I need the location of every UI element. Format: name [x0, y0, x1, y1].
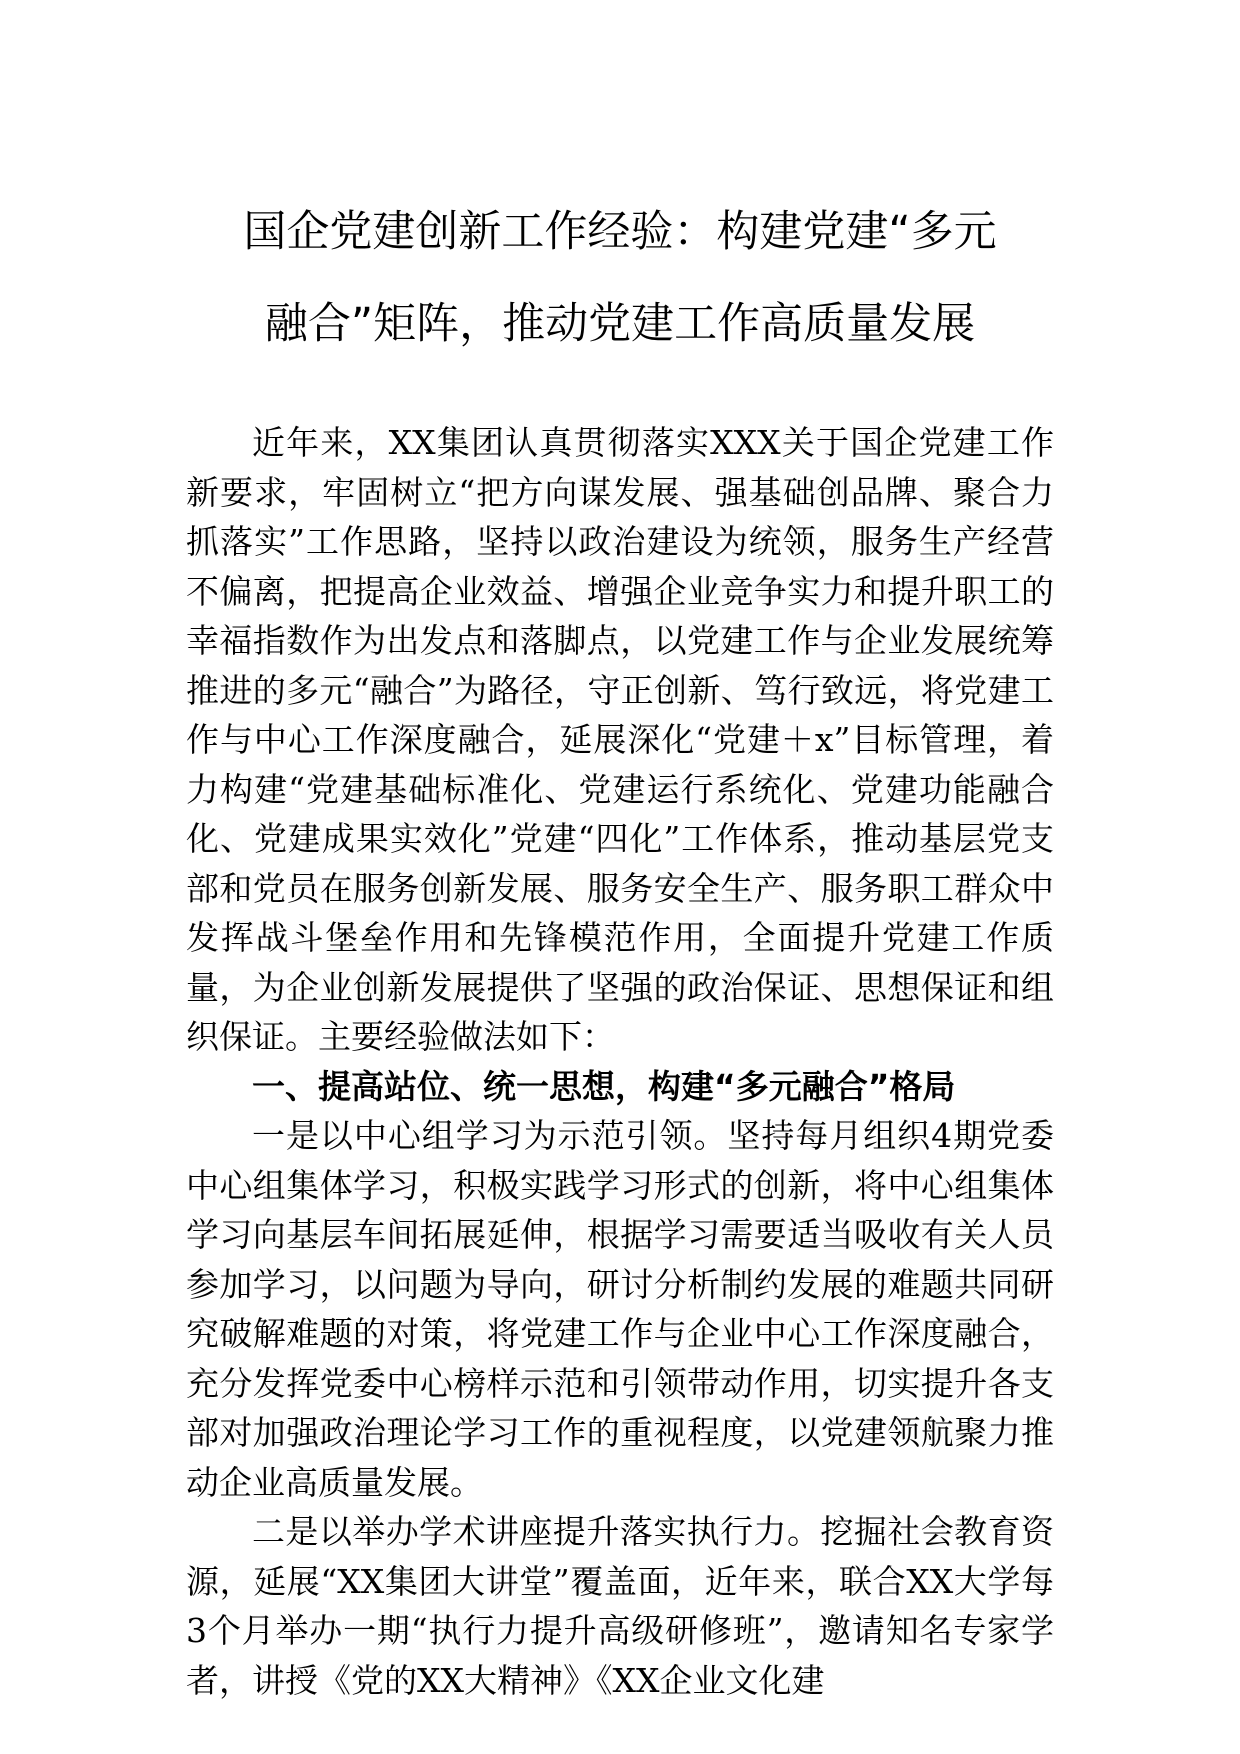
intro-paragraph: 近年来，XX集团认真贯彻落实XXX关于国企党建工作新要求，牢固树立“把方向谋发展、强基础创品牌、聚合力抓落实”工作思路，坚持以政治建设为统领，服务生产经营不偏离，把提高企业效益、增强企业竞争实力和提升职工的幸福指数作为出发点和落脚点，以党建工作与企业发展统筹推进的多元“融合”为路径，守正创新、笃行致远，将党建工作与中心工作深度融合，延展深化“党建＋x”目标管理，着力构建“党建基础标准化、党建运行系统化、党建功能融合化、党建成果实效化”党建“四化”工作体系，推动基层党支部和党员在服务创新发展、服务安全生产、服务职工群众中发挥战斗堡垒作用和先锋模范作用，全面提升党建工作质量，为企业创新发展提供了坚强的政治保证、思想保证和组织保证。主要经验做法如下：: [186, 423, 1054, 1056]
document-title: [160, 186, 1080, 370]
body-paragraph: 一是以中心组学习为示范引领。坚持每月组织4期党委中心组集体学习，积极实践学习形式的创新，将中心组集体学习向基层车间拓展延伸，根据学习需要适当吸收有关人员参加学习，以问题为导向，研讨分析制约发展的难题共同研究破解难题的对策，将党建工作与企业中心工作深度融合，充分发挥党委中心榜样示范和引领带动作用，切实提升各支部对加强政治理论学习工作的重视程度，以党建领航聚力推动企业高质量发展。: [186, 1116, 1054, 1502]
title-line-2: 融合”矩阵，推动党建工作高质量发展: [264, 299, 976, 349]
body-paragraph: 二是以举办学术讲座提升落实执行力。挖掘社会教育资源，延展“XX集团大讲堂”覆盖面，近年来，联合XX大学每3个月举办一期“执行力提升高级研修班”，邀请知名专家学者，讲授《党的XX大精神》《XX企业文化建: [186, 1512, 1054, 1700]
section-heading: 一、提高站位、统一思想，构建“多元融合”格局: [252, 1066, 956, 1106]
document-body: [186, 418, 1054, 1705]
title-line-1: 国企党建创新工作经验：构建党建“多元: [243, 207, 997, 257]
